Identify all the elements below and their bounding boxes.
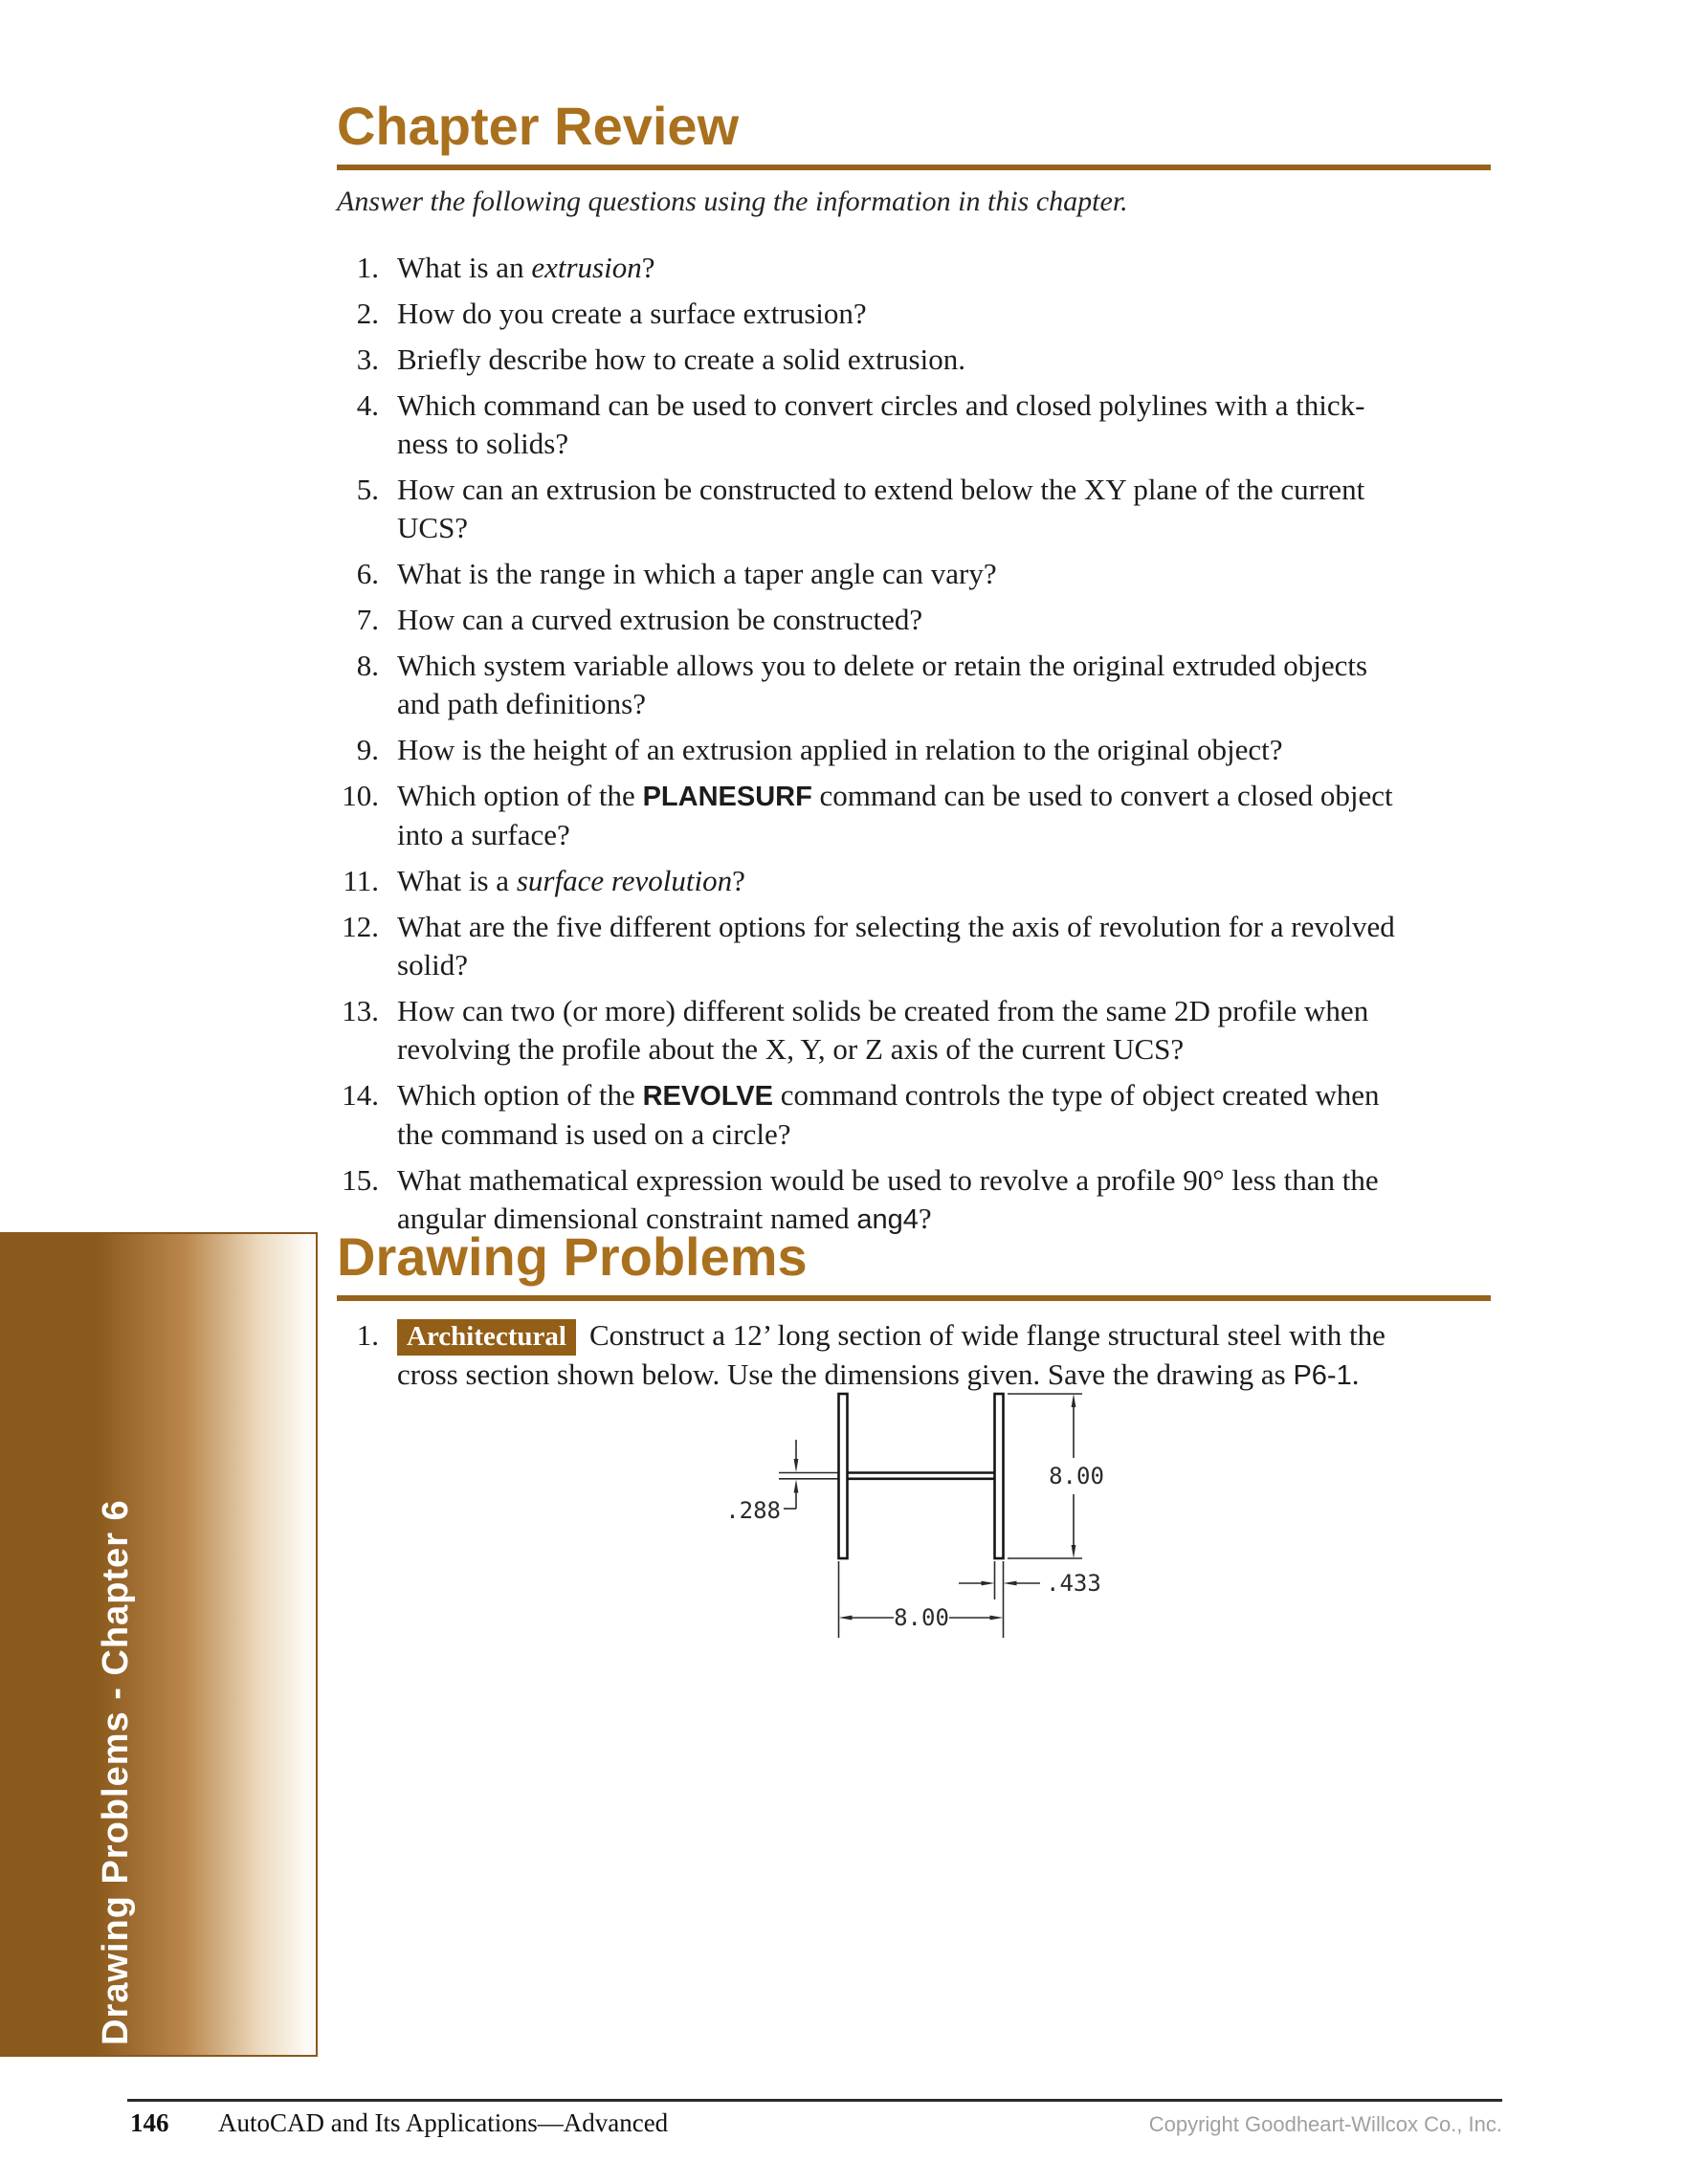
question-text-segment: How can a curved extrusion be constructed? <box>397 603 923 636</box>
question-text-segment: ang4 <box>856 1204 919 1235</box>
item-number: 12. <box>342 910 379 943</box>
question-text-segment: into a surface? <box>397 818 570 851</box>
question-text-segment: What are the five different options for selecting the axis of revolution for a revolved <box>397 910 1395 943</box>
ibeam-cross-section-figure <box>517 1378 1148 1712</box>
review-question-item <box>337 908 1491 984</box>
question-text-segment: ? <box>732 864 745 897</box>
review-question-item <box>337 731 1491 769</box>
question-text-segment: What mathematical expression would be used to revolve a profile 90° less than the <box>397 1163 1379 1197</box>
item-number: 4. <box>356 388 379 422</box>
dim-width: 8.00 <box>894 1604 949 1631</box>
question-text-segment: Which system variable allows you to delete or retain the original extruded objects <box>397 649 1368 682</box>
item-number: 6. <box>356 557 379 590</box>
review-question-list <box>337 249 1491 1239</box>
item-text <box>397 295 867 333</box>
review-question-item <box>337 601 1491 639</box>
item-text <box>397 249 654 287</box>
item-number: 7. <box>356 603 379 636</box>
question-text-segment: . <box>1351 1357 1360 1391</box>
item-text <box>397 992 1368 1069</box>
chapter-review-intro: Answer the following questions using the information in this chapter. <box>337 186 1128 217</box>
question-text-segment: command can be used to convert a closed object <box>811 779 1393 812</box>
page-number: 146 <box>130 2108 169 2137</box>
item-number: 1. <box>356 251 379 284</box>
dimension-arrowheads <box>794 1394 1076 1620</box>
review-question-item <box>337 992 1491 1069</box>
question-text-segment: UCS? <box>397 511 469 544</box>
question-text-segment: How do you create a surface extrusion? <box>397 297 867 330</box>
problem-category-tag: Architectural <box>397 1319 576 1356</box>
item-number: 9. <box>356 733 379 766</box>
question-text-segment: solid? <box>397 948 469 982</box>
question-text-segment: How can two (or more) different solids be created from the same 2D profile when <box>397 994 1369 1027</box>
item-text <box>397 555 997 593</box>
question-text-segment: ? <box>918 1202 932 1235</box>
review-question-item <box>337 295 1491 333</box>
question-text-segment: Briefly describe how to create a solid extrusion. <box>397 342 965 376</box>
item-text <box>397 777 1393 854</box>
question-text-segment: cross section shown below. Use the dimensions given. Save the drawing as <box>397 1357 1294 1391</box>
chapter-review-section <box>337 96 1491 1246</box>
review-question-item <box>337 555 1491 593</box>
question-text-segment: angular dimensional constraint named <box>397 1202 857 1235</box>
question-text-segment: command controls the type of object created when <box>773 1078 1380 1112</box>
item-text <box>397 1076 1380 1154</box>
drawing-problems-rule <box>337 1295 1491 1301</box>
dimension-lines <box>779 1394 1082 1638</box>
drawing-problems-title: Drawing Problems <box>337 1226 808 1287</box>
item-text <box>397 731 1282 769</box>
item-number: 2. <box>356 297 379 330</box>
item-number: 5. <box>356 473 379 506</box>
item-text <box>397 386 1364 463</box>
item-number: 8. <box>356 649 379 682</box>
dim-web-thickness: .288 <box>725 1497 781 1524</box>
item-number: 10. <box>342 779 379 812</box>
book-title: AutoCAD and Its Applications—Advanced <box>218 2108 669 2137</box>
review-question-item <box>337 777 1491 854</box>
item-text <box>397 647 1367 723</box>
question-text-segment: ? <box>641 251 655 284</box>
item-number: 1. <box>356 1318 379 1352</box>
item-number: 3. <box>356 342 379 376</box>
question-text-segment: What is a <box>397 864 517 897</box>
question-text-segment: How is the height of an extrusion applied in relation to the original object? <box>397 733 1283 766</box>
question-text-segment: What is the range in which a taper angle can vary? <box>397 557 997 590</box>
review-question-item <box>337 862 1491 900</box>
sidebar-label: Drawing Problems - Chapter 6 <box>96 1499 136 2045</box>
item-number: 13. <box>342 994 379 1027</box>
command-name: PLANESURF <box>642 782 812 812</box>
question-text-segment: and path definitions? <box>397 687 646 720</box>
question-text-segment: the command is used on a circle? <box>397 1117 791 1151</box>
question-text-segment: revolving the profile about the X, Y, or Z axis of the current UCS? <box>397 1032 1185 1066</box>
dim-flange-thickness: .433 <box>1046 1570 1101 1597</box>
chapter-tab-sidebar <box>0 1232 318 2057</box>
item-text <box>397 862 745 900</box>
item-text <box>397 341 965 379</box>
question-text-segment: Construct a 12’ long section of wide flange structural steel with the <box>588 1318 1386 1352</box>
question-text-segment: Which command can be used to convert circles and closed polylines with a thick- <box>397 388 1365 422</box>
ibeam-outline <box>839 1394 1004 1558</box>
dim-height: 8.00 <box>1049 1463 1104 1489</box>
item-text <box>397 601 922 639</box>
review-question-item <box>337 1076 1491 1154</box>
item-number: 14. <box>342 1078 379 1112</box>
review-question-item <box>337 249 1491 287</box>
review-question-item <box>337 341 1491 379</box>
chapter-review-rule <box>337 165 1491 170</box>
item-number: 11. <box>343 864 379 897</box>
question-text-segment: P6-1 <box>1293 1360 1352 1391</box>
question-text-segment: ness to solids? <box>397 427 569 460</box>
chapter-review-title: Chapter Review <box>337 96 740 156</box>
term-italic: surface revolution <box>516 864 733 897</box>
drawing-problems-section <box>337 1226 1491 1402</box>
item-text <box>397 471 1364 547</box>
question-text-segment: What is an <box>397 251 532 284</box>
item-number: 15. <box>342 1163 379 1197</box>
item-text <box>397 908 1395 984</box>
question-text-segment: Which option of the <box>397 1078 643 1112</box>
term-italic: extrusion <box>531 251 642 284</box>
command-name: REVOLVE <box>642 1081 773 1112</box>
question-text-segment: Which option of the <box>397 779 643 812</box>
review-question-item <box>337 386 1491 463</box>
footer-rule <box>127 2099 1502 2102</box>
copyright-notice: Copyright Goodheart-Willcox Co., Inc. <box>1148 2112 1502 2136</box>
question-text-segment: How can an extrusion be constructed to extend below the XY plane of the current <box>397 473 1365 506</box>
review-question-item <box>337 471 1491 547</box>
review-question-item <box>337 647 1491 723</box>
